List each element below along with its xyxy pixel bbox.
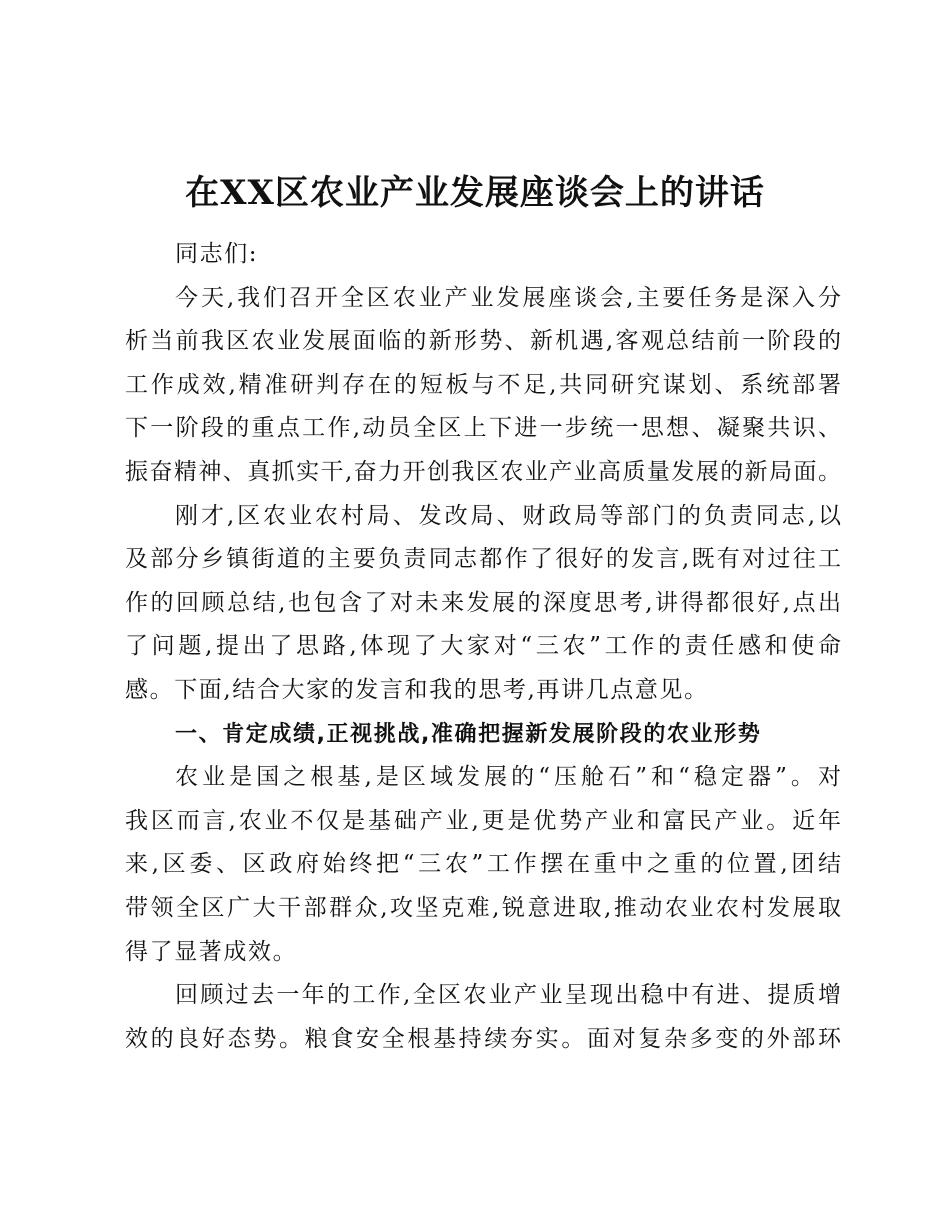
paragraph-agriculture xyxy=(125,756,841,974)
text-line: 析当前我区农业发展面临的新形势、新机遇,客观总结前一阶段的 xyxy=(125,328,841,355)
text-line: 带领全区广大干部群众,攻坚克难,锐意进取,推动农业农村发展取 xyxy=(125,894,841,921)
document-title: 在XX区农业产业发展座谈会上的讲话 xyxy=(185,173,765,213)
text-line: 得了显著成效。 xyxy=(125,938,298,965)
text-line: 来,区委、区政府始终把“三农”工作摆在重中之重的位置,团结 xyxy=(125,851,841,878)
text-line: 刚才,区农业农村局、发改局、财政局等部门的负责同志,以 xyxy=(175,502,841,529)
section-heading: 一、肯定成绩,正视挑战,准确把握新发展阶段的农业形势 xyxy=(175,721,762,747)
paragraph-review xyxy=(125,974,841,1061)
text-line: 了问题,提出了思路,体现了大家对“三农”工作的责任感和使命 xyxy=(125,633,841,660)
text-line: 下一阶段的重点工作,动员全区上下进一步统一思想、凝聚共识、 xyxy=(125,415,841,442)
text-line: 回顾过去一年的工作,全区农业产业呈现出稳中有进、提质增 xyxy=(175,982,841,1009)
text-line: 效的良好态势。粮食安全根基持续夯实。面对复杂多变的外部环 xyxy=(125,1025,841,1052)
document-body xyxy=(125,233,841,1061)
salutation: 同志们: xyxy=(175,241,259,267)
text-line: 感。下面,结合大家的发言和我的思考,再讲几点意见。 xyxy=(125,676,709,703)
text-line: 振奋精神、真抓实干,奋力开创我区农业产业高质量发展的新局面。 xyxy=(125,458,841,485)
text-line: 我区而言,农业不仅是基础产业,更是优势产业和富民产业。近年 xyxy=(125,807,841,834)
paragraph-remarks xyxy=(125,495,841,713)
text-line: 工作成效,精准研判存在的短板与不足,共同研究谋划、系统部署 xyxy=(125,371,841,398)
text-line: 今天,我们召开全区农业产业发展座谈会,主要任务是深入分 xyxy=(175,284,841,311)
text-line: 及部分乡镇街道的主要负责同志都作了很好的发言,既有对过往工 xyxy=(125,546,841,573)
paragraph-opening xyxy=(125,277,841,495)
text-line: 作的回顾总结,也包含了对未来发展的深度思考,讲得都很好,点出 xyxy=(125,589,841,616)
text-line: 农业是国之根基,是区域发展的“压舱石”和“稳定器”。对 xyxy=(175,764,841,791)
